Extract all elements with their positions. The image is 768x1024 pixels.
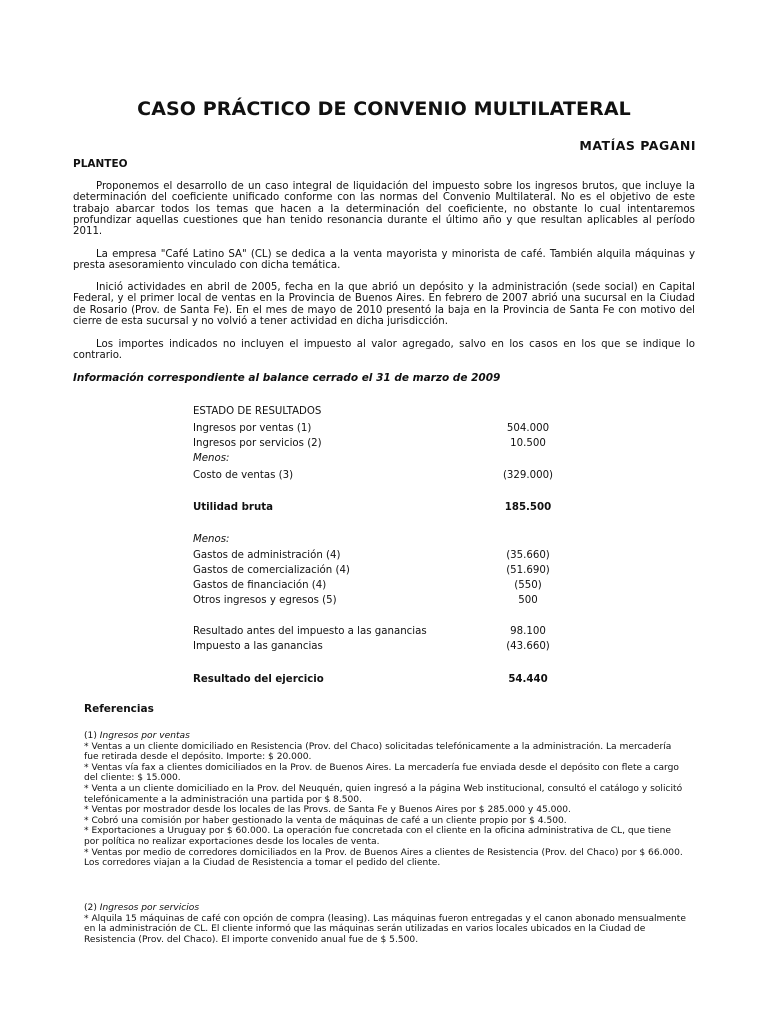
row-label: Otros ingresos y egresos (5) (193, 595, 337, 606)
reference-line: Los corredores viajan a la Ciudad de Resistencia a tomar el pedido del cliente. (84, 858, 441, 869)
reference-line: * Ventas por medio de corredores domiciliados en la Prov. de Buenos Aires a clientes de Resistencia (Prov. del Chaco) por $ 66.000. (84, 847, 683, 858)
reference-line: * Ventas vía fax a clientes domiciliados en la Prov. de Buenos Aires. La mercadería fue enviada desde el depósito con flete a cargo (84, 762, 679, 773)
author-name: MATÍAS PAGANI (579, 138, 696, 153)
section-heading: PLANTEO (73, 158, 128, 170)
intro-paragraph-4 (73, 339, 695, 362)
row-value: 504.000 (506, 423, 550, 434)
row-value: (35.660) (506, 550, 550, 561)
row-label: Ingresos por servicios (2) (193, 438, 322, 449)
row-value: 500 (518, 595, 538, 606)
reference-line: del cliente: $ 15.000. (84, 773, 181, 784)
row-label: Resultado del ejercicio (193, 674, 324, 685)
reference-line: * Cobró una comisión por haber gestionado la venta de máquinas de café a un cliente propio por $ 4.500. (84, 815, 567, 826)
reference-2 (84, 903, 694, 945)
reference-line: Resistencia (Prov. del Chaco). El importe convenido anual fue de $ 5.500. (84, 934, 419, 945)
intro-paragraph-2 (73, 249, 695, 272)
paragraph-text: Inició actividades en abril de 2005, fecha en la que abrió un depósito y la administración (sede social) en Capital Federal, y el primer local de ventas en la Provincia de Buenos Aires. En febrero de 2007 abrió una sucursal en la Ciudad de Rosario (Prov. de Santa Fe). En el mes de mayo de 2010 presentó la baja en la Provincia de Santa Fe con motivo del cierre de esta sucursal y no volvió a tener actividad en dicha jurisdicción. (73, 282, 695, 327)
reference-line: * Venta a un cliente domiciliado en la Prov. del Neuquén, quien ingresó a la página Web institucional, consultó el catálogo y solicitó (84, 783, 683, 794)
reference-name: Ingresos por ventas (99, 731, 190, 741)
paragraph-text: Los importes indicados no incluyen el impuesto al valor agregado, salvo en los casos en los que se indique lo contrario. (73, 339, 695, 362)
row-label: Costo de ventas (3) (193, 470, 294, 481)
reference-1 (84, 731, 694, 869)
row-value: 185.500 (504, 502, 552, 513)
row-value: (51.690) (506, 565, 550, 576)
info-heading: Información correspondiente al balance cerrado el 31 de marzo de 2009 (73, 372, 501, 384)
row-value: (550) (514, 580, 542, 591)
row-label: Utilidad bruta (193, 502, 273, 513)
reference-line: * Alquila 15 máquinas de café con opción de compra (leasing). Las máquinas fueron entregadas y el canon abonado mensualmente (84, 913, 686, 924)
reference-title (84, 731, 694, 742)
reference-line: * Exportaciones a Uruguay por $ 60.000. La operación fue concretada con el cliente en la oficina administrativa de CL, que tiene (84, 826, 671, 837)
reference-line: telefónicamente a la administración una partida por $ 8.500. (84, 794, 362, 805)
row-label: Resultado antes del impuesto a las ganancias (193, 626, 427, 637)
row-label: Menos: (193, 534, 230, 545)
row-label: Menos: (193, 453, 230, 464)
paragraph-text: Proponemos el desarrollo de un caso integral de liquidación del impuesto sobre los ingresos brutos, que incluye la determinación del coeficiente unificado conforme con las normas del Convenio Multilateral. No es el objetivo de este trabajo abarcar todos los temas que hacen a la determinación del coeficiente, no obstante lo cual intentaremos profundizar aquellas cuestiones que han tenido resonancia durante el último año y que resultan aplicables al período 2011. (73, 181, 695, 238)
row-label: Gastos de comercialización (4) (193, 565, 350, 576)
references-heading: Referencias (84, 703, 154, 715)
row-value: (43.660) (506, 641, 550, 652)
reference-line: en la administración de CL. El cliente informó que las máquinas serán utilizadas en varios locales ubicados en la Ciudad de (84, 924, 646, 935)
row-value: (329.000) (502, 470, 554, 481)
row-label: Gastos de administración (4) (193, 550, 341, 561)
row-value: 10.500 (510, 438, 546, 449)
paragraph-text: La empresa "Café Latino SA" (CL) se dedica a la venta mayorista y minorista de café. También alquila máquinas y presta asesoramiento vinculado con dicha temática. (73, 249, 695, 272)
row-label: Ingresos por ventas (1) (193, 423, 312, 434)
reference-line: por política no realizar exportaciones desde los locales de venta. (84, 836, 380, 847)
intro-paragraph-1 (73, 181, 695, 237)
reference-number: (2) (84, 903, 97, 913)
intro-paragraph-3 (73, 282, 695, 327)
reference-line: fue retirada desde el depósito. Importe: $ 20.000. (84, 752, 312, 763)
row-label: Impuesto a las ganancias (193, 641, 323, 652)
row-label: Gastos de financiación (4) (193, 580, 327, 591)
reference-name: Ingresos por servicios (99, 903, 200, 913)
reference-line: * Ventas por mostrador desde los locales de las Provs. de Santa Fe y Buenos Aires por $ 285.000 y 45.000. (84, 805, 571, 816)
reference-line: * Ventas a un cliente domiciliado en Resistencia (Prov. del Chaco) solicitadas telefónicamente a la administración. La mercadería (84, 741, 672, 752)
row-value: 54.440 (508, 674, 548, 685)
reference-number: (1) (84, 731, 97, 741)
row-value: 98.100 (510, 626, 546, 637)
document-title: CASO PRÁCTICO DE CONVENIO MULTILATERAL (137, 98, 631, 120)
statement-title: ESTADO DE RESULTADOS (193, 406, 322, 417)
reference-title (84, 903, 694, 914)
